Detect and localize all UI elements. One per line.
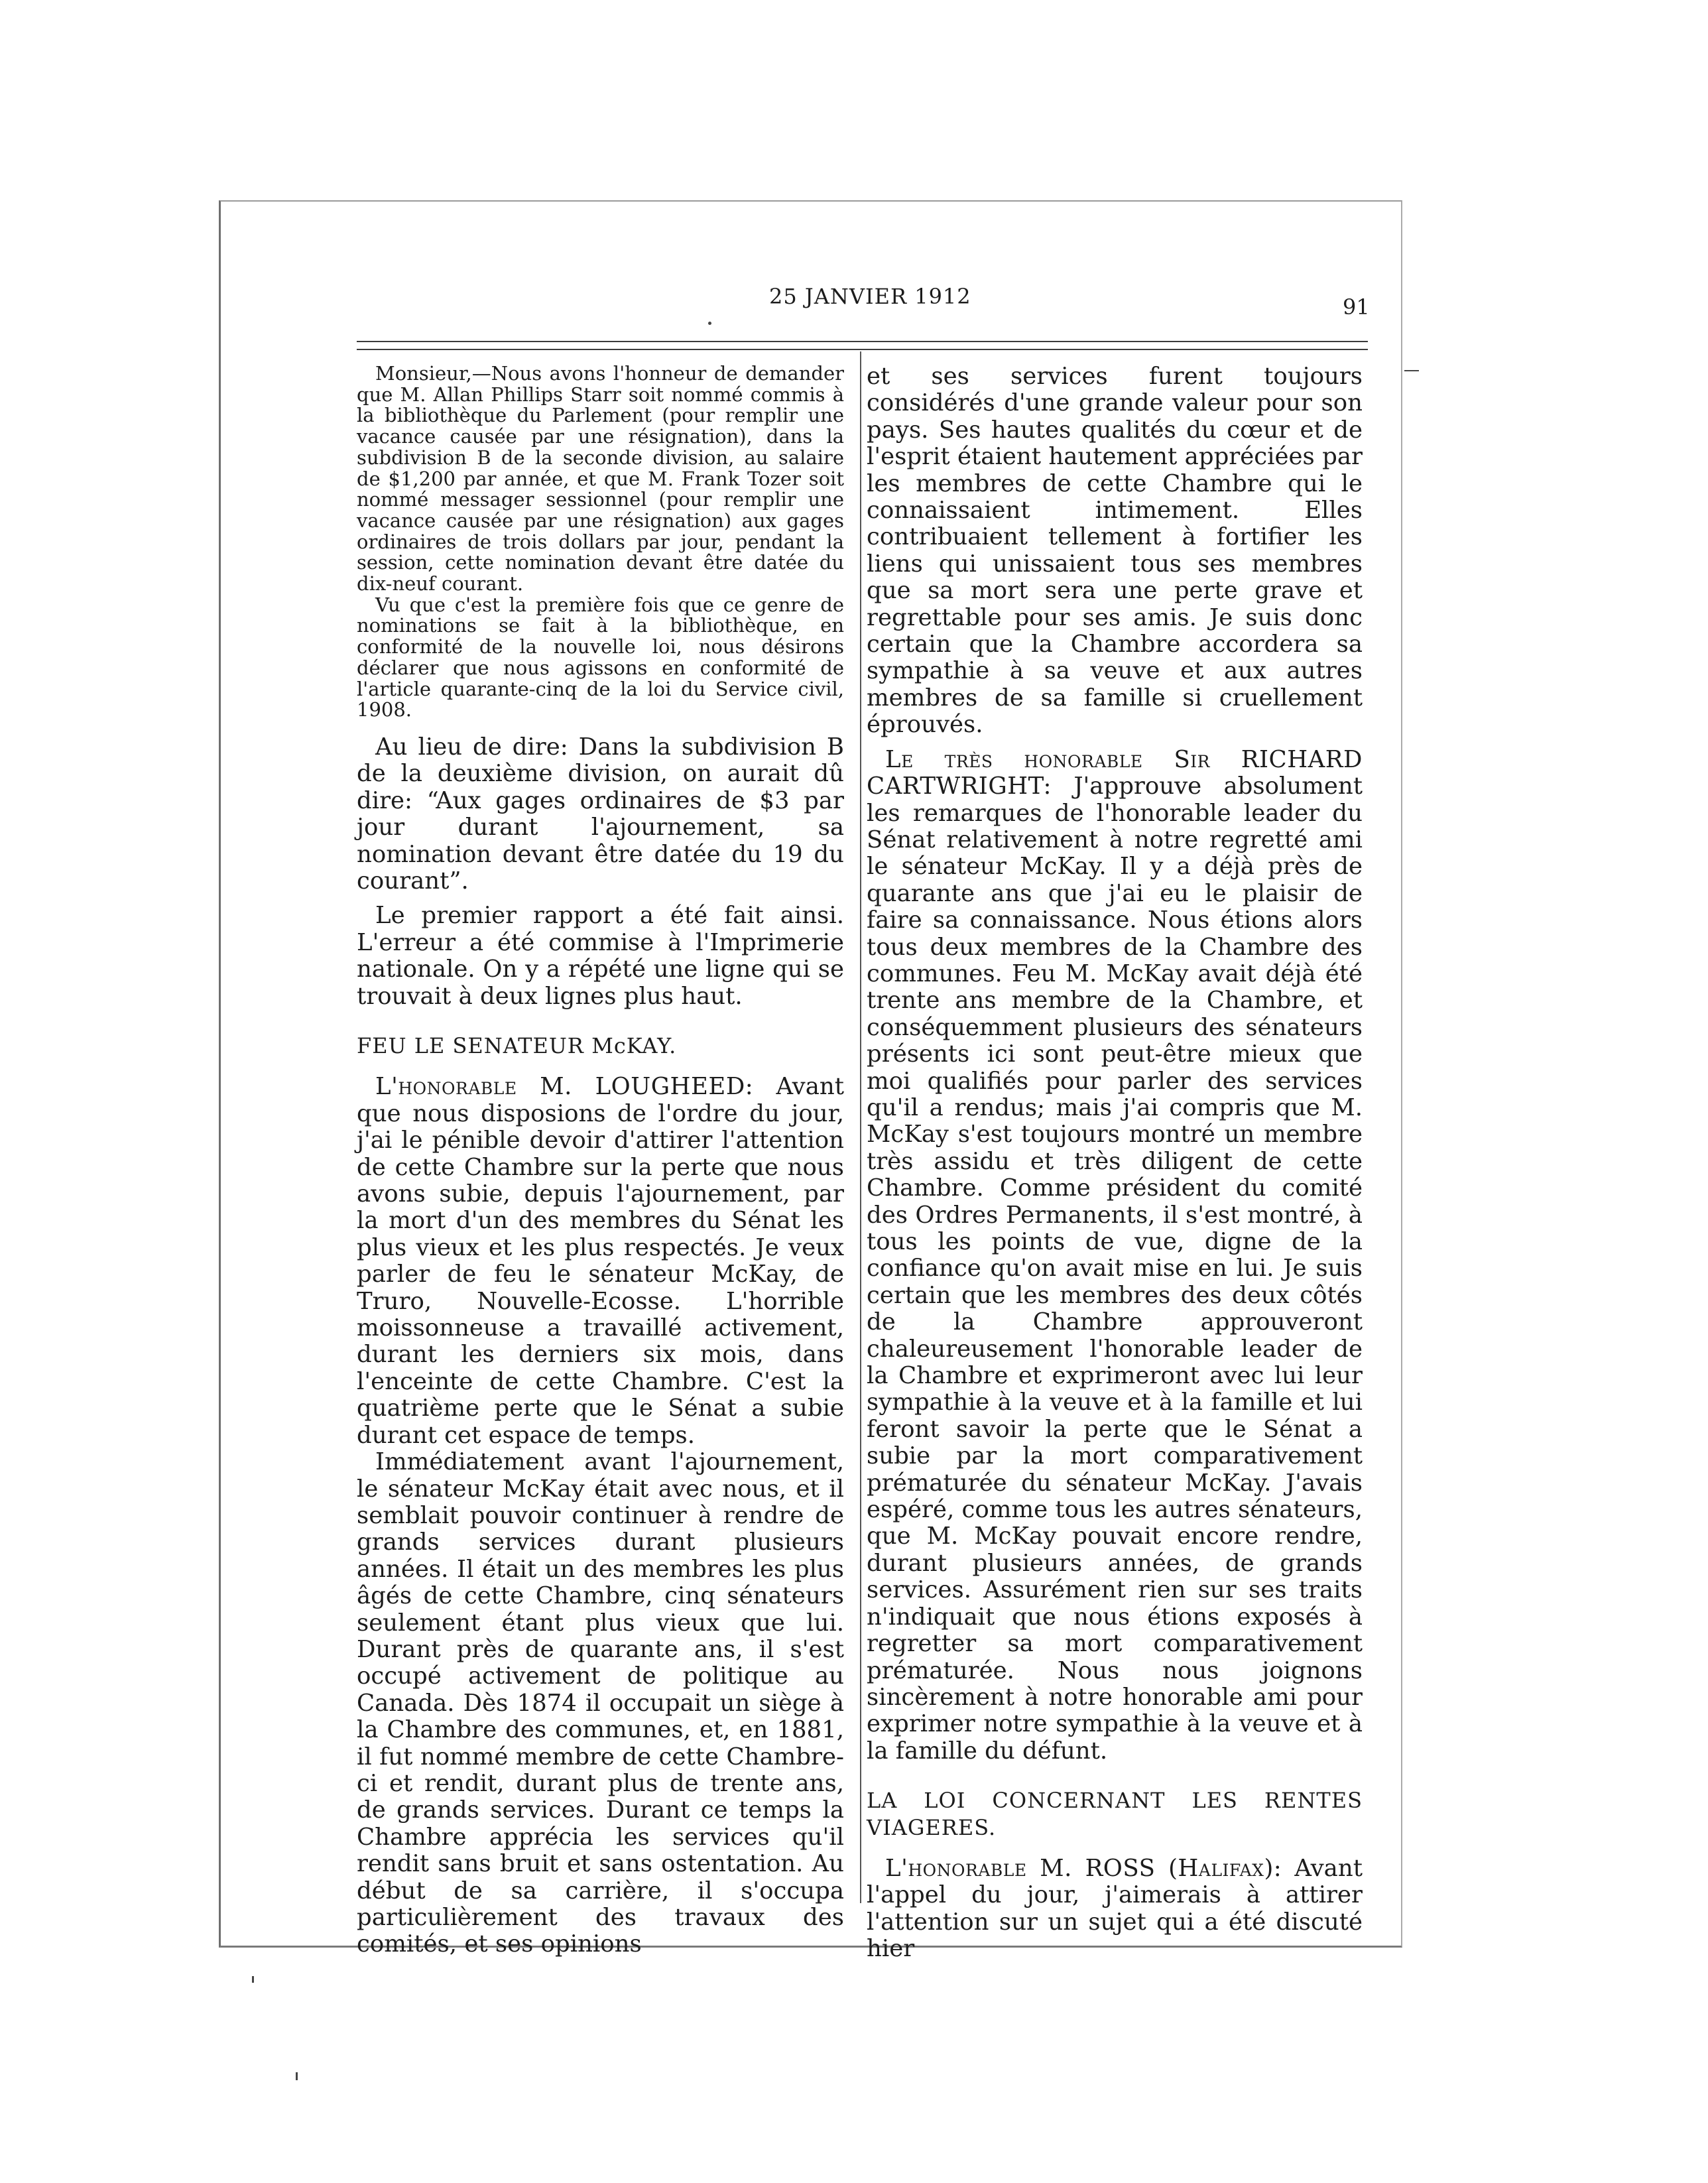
body-paragraph: et ses services furent toujours considérés d'une grande valeur pour son pays. Ses hautes qualités du cœur et de l'esprit étaient hautement appréciées par les membres de cette Chambre qui le connaissaient intimement. Elles contribuaient tellement à fortifier les liens qui unissaient tous ses membres que sa mort sera une perte grave et regrettable pour ses amis. Je suis donc certain que la Chambre accordera sa sympathie à sa veuve et aux autres membres de sa famille si cruellement éprouvés. <box>867 363 1363 739</box>
running-header-date: 25 JANVIER 1912 <box>769 284 971 309</box>
speech-paragraph <box>357 1074 844 1449</box>
body-paragraph: Le premier rapport a été fait ainsi. L'erreur a été commise à l'Imprimerie nationale. On y a répété une ligne qui se trouvait à deux lignes plus haut. <box>357 902 844 1010</box>
header-rule-bottom <box>357 349 1368 350</box>
body-paragraph: Immédiatement avant l'ajournement, le sénateur McKay était avec nous, et il semblait pouvoir continuer à rendre de grands services durant plusieurs années. Il était un des membres les plus âgés de cette Chambre, cinq sénateurs seulement étant plus vieux que lui. Durant près de quarante ans, il s'est occupé activement de politique au Canada. Dès 1874 il occupait un siège à la Chambre des communes, et, en 1881, il fut nommé membre de cette Chambre-ci et rendit, durant plus de trente ans, de grands services. Durant ce temps la Chambre apprécia les services qu'il rendit sans bruit et sans ostentation. Au début de sa carrière, il s'occupa particulièrement des travaux des comités, et ses opinions <box>357 1448 844 1958</box>
header-rule-top <box>357 341 1368 342</box>
quoted-letter <box>357 363 844 721</box>
section-heading: FEU LE SENATEUR McKAY. <box>357 1033 677 1059</box>
speaker-name: Le très honorable Sir RICHARD CARTWRIGHT: <box>867 745 1363 800</box>
left-column <box>357 363 844 1958</box>
speck <box>252 1976 254 1983</box>
column-separator <box>860 351 861 1903</box>
speech-paragraph <box>867 747 1363 1765</box>
speech-text: Avant l'appel du jour, j'aimerais à attirer l'attention sur un sujet qui a été discuté hier <box>867 1854 1363 1963</box>
speck <box>708 322 711 325</box>
margin-tick <box>1404 370 1419 371</box>
right-column <box>867 363 1363 1963</box>
speck <box>296 2072 298 2080</box>
page-number: 91 <box>1343 294 1370 320</box>
letter-paragraph: Monsieur,—Nous avons l'honneur de demander que M. Allan Phillips Starr soit nommé commis à la bibliothèque du Parlement (pour remplir une vacance causée par une résignation), dans la subdivision B de la seconde division, au salaire de $1,200 par année, et que M. Frank Tozer soit nommé messager sessionnel (pour remplir une vacance causée par une résignation) aux gages ordinaires de trois dollars par jour, pendant la session, cette nomination devant être datée du dix-neuf courant. <box>357 362 844 595</box>
speech-text: J'approuve absolument les remarques de l'honorable leader du Sénat relativement à notre regretté ami le sénateur McKay. Il y a déjà près de quarante ans que j'ai eu le plaisir de faire sa connaissance. Nous étions alors tous deux membres de la Chambre des communes. Feu M. McKay avait déjà été trente ans membre de la Chambre, et conséquemment plusieurs des sénateurs présents ici sont peut-être mieux que moi qualifiés pour parler des services qu'il a rendus; mais j'ai compris que M. McKay s'est toujours montré un membre très assidu et très diligent de cette Chambre. Comme président du comité des Ordres Permanents, il s'est montré, à tous les points de vue, digne de la confiance qu'on avait mise en lui. Je suis certain que les membres des deux côtés de la Chambre approuveront chaleureusement l'honorable leader de la Chambre et exprimeront avec lui leur sympathie à la veuve et à la famille et lui feront savoir la perte que le Sénat a subie par la mort comparativement prématurée du sénateur McKay. J'avais espéré, comme tous les autres sénateurs, que M. McKay pouvait encore rendre, durant plusieurs années, de grands services. Assurément rien sur ses traits n'indiquait que nous étions exposés à regretter sa mort comparativement prématurée. Nous nous joignons sincèrement à notre honorable ami pour exprimer notre sympathie à la veuve et à la famille du défunt. <box>867 773 1363 1765</box>
speech-paragraph <box>867 1855 1363 1963</box>
speech-text: Avant que nous disposions de l'ordre du jour, j'ai le pénible devoir d'attirer l'attention de cette Chambre sur la perte que nous avons subie, depuis l'ajournement, par la mort d'un des membres du Sénat les plus vieux et les plus respectés. Je veux parler de feu le sénateur McKay, de Truro, Nouvelle-Ecosse. L'horrible moissonneuse a travaillé activement, durant les derniers six mois, dans l'enceinte de cette Chambre. C'est la quatrième perte que le Sénat a subie durant cet espace de temps. <box>357 1073 844 1449</box>
section-heading: LA LOI CONCERNANT LES RENTES VIAGERES. <box>867 1788 1363 1840</box>
speaker-name: L'honorable M. LOUGHEED: <box>375 1073 754 1101</box>
speaker-name: L'honorable M. ROSS (Halifax): <box>885 1854 1282 1882</box>
letter-paragraph: Vu que c'est la première fois que ce genre de nominations se fait à la bibliothèque, en conformité de la nouvelle loi, nous désirons déclarer que nous agissons en conformité de l'article quarante-cinq de la loi du Service civil, 1908. <box>357 593 844 721</box>
body-paragraph: Au lieu de dire: Dans la subdivision B de la deuxième division, on aurait dû dire: “Aux gages ordinaires de $3 par jour durant l'ajournement, sa nomination devant être datée du 19 du courant”. <box>357 733 844 895</box>
